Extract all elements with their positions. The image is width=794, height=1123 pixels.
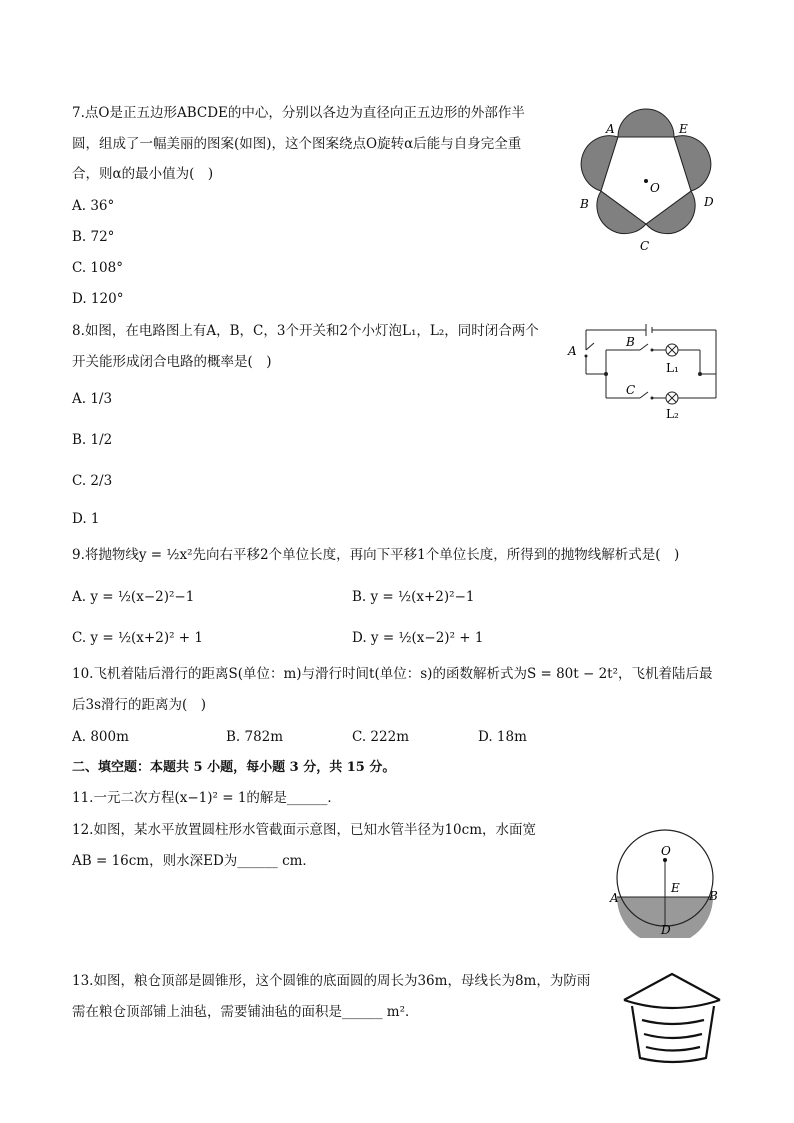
q9-option-d: D. y = ½(x−2)² + 1 bbox=[352, 630, 484, 646]
q10-option-a: A. 800m bbox=[72, 729, 129, 745]
q7-option-a: A. 36° bbox=[72, 198, 115, 214]
q9-option-c: C. y = ½(x+2)² + 1 bbox=[72, 630, 203, 646]
q12-line-1: 12.如图，某水平放置圆柱形水管截面示意图，已知水管半径为10cm，水面宽 bbox=[72, 822, 537, 838]
q7-line-1: 7.点O是正五边形ABCDE的中心，分别以各边为直径向正五边形的外部作半 bbox=[72, 105, 525, 121]
q13-line-2: 需在粮仓顶部铺上油毡，需要铺油毡的面积是______ m²． bbox=[72, 1004, 419, 1020]
q7-line-3: 合，则α的最小值为( ) bbox=[72, 166, 214, 182]
q12-label-e: E bbox=[671, 881, 680, 895]
q7-label-c: C bbox=[640, 239, 650, 253]
pipe-cross-section-figure bbox=[604, 822, 724, 938]
q8-label-l2: L₂ bbox=[666, 407, 679, 421]
q8-line-2: 开关能形成闭合电路的概率是( ) bbox=[72, 354, 272, 370]
q8-option-c: C. 2/3 bbox=[72, 473, 113, 489]
pentagon-semicircle-figure bbox=[566, 108, 726, 258]
q7-option-d: D. 120° bbox=[72, 291, 124, 307]
q9-option-b: B. y = ½(x+2)²−1 bbox=[352, 589, 475, 605]
section-2-title: 二、填空题：本题共 5 小题，每小题 3 分，共 15 分。 bbox=[72, 760, 396, 775]
q10-option-b: B. 782m bbox=[226, 729, 284, 745]
q10-option-c: C. 222m bbox=[352, 729, 409, 745]
circuit-diagram bbox=[564, 318, 724, 428]
granary-figure bbox=[618, 966, 728, 1066]
q11-line-1: 11.一元二次方程(x−1)² = 1的解是______． bbox=[72, 790, 341, 806]
q7-label-d: D bbox=[704, 195, 714, 209]
q12-line-2: AB = 16cm，则水深ED为______ cm． bbox=[72, 853, 316, 869]
q8-option-a: A. 1/3 bbox=[72, 391, 113, 407]
q13-line-1: 13.如图，粮仓顶部是圆锥形，这个圆锥的底面圆的周长为36m，母线长为8m，为防雨 bbox=[72, 973, 591, 989]
q7-label-e: E bbox=[679, 122, 688, 136]
q9-option-a: A. y = ½(x−2)²−1 bbox=[72, 589, 195, 605]
q8-line-1: 8.如图，在电路图上有A，B，C，3个开关和2个小灯泡L₁，L₂，同时闭合两个 bbox=[72, 323, 539, 339]
q8-label-c: C bbox=[626, 383, 636, 397]
q12-label-a: A bbox=[610, 891, 619, 905]
q12-label-b: B bbox=[709, 889, 718, 903]
q8-label-b: B bbox=[626, 335, 635, 349]
q7-option-b: B. 72° bbox=[72, 229, 115, 245]
q10-line-1: 10.飞机着陆后滑行的距离S(单位：m)与滑行时间t(单位：s)的函数解析式为S = 80t − 2t²，飞机着陆后最 bbox=[72, 666, 713, 682]
q8-option-d: D. 1 bbox=[72, 511, 100, 527]
q7-label-o: O bbox=[650, 181, 660, 195]
q10-option-d: D. 18m bbox=[478, 729, 527, 745]
q12-label-o: O bbox=[661, 844, 671, 858]
q9-line-1: 9.将抛物线y = ½x²先向右平移2个单位长度，再向下平移1个单位长度，所得到的抛物线解析式是( ) bbox=[72, 547, 680, 563]
q10-line-2: 后3s滑行的距离为( ) bbox=[72, 697, 207, 713]
q8-label-l1: L₁ bbox=[666, 361, 679, 375]
q8-label-a: A bbox=[568, 344, 577, 358]
q12-label-d: D bbox=[661, 923, 671, 937]
q7-label-a: A bbox=[606, 122, 615, 136]
q8-option-b: B. 1/2 bbox=[72, 432, 113, 448]
q7-label-b: B bbox=[580, 197, 589, 211]
q7-line-2: 圆，组成了一幅美丽的图案(如图)，这个图案绕点O旋转α后能与自身完全重 bbox=[72, 136, 522, 152]
q7-option-c: C. 108° bbox=[72, 260, 123, 276]
